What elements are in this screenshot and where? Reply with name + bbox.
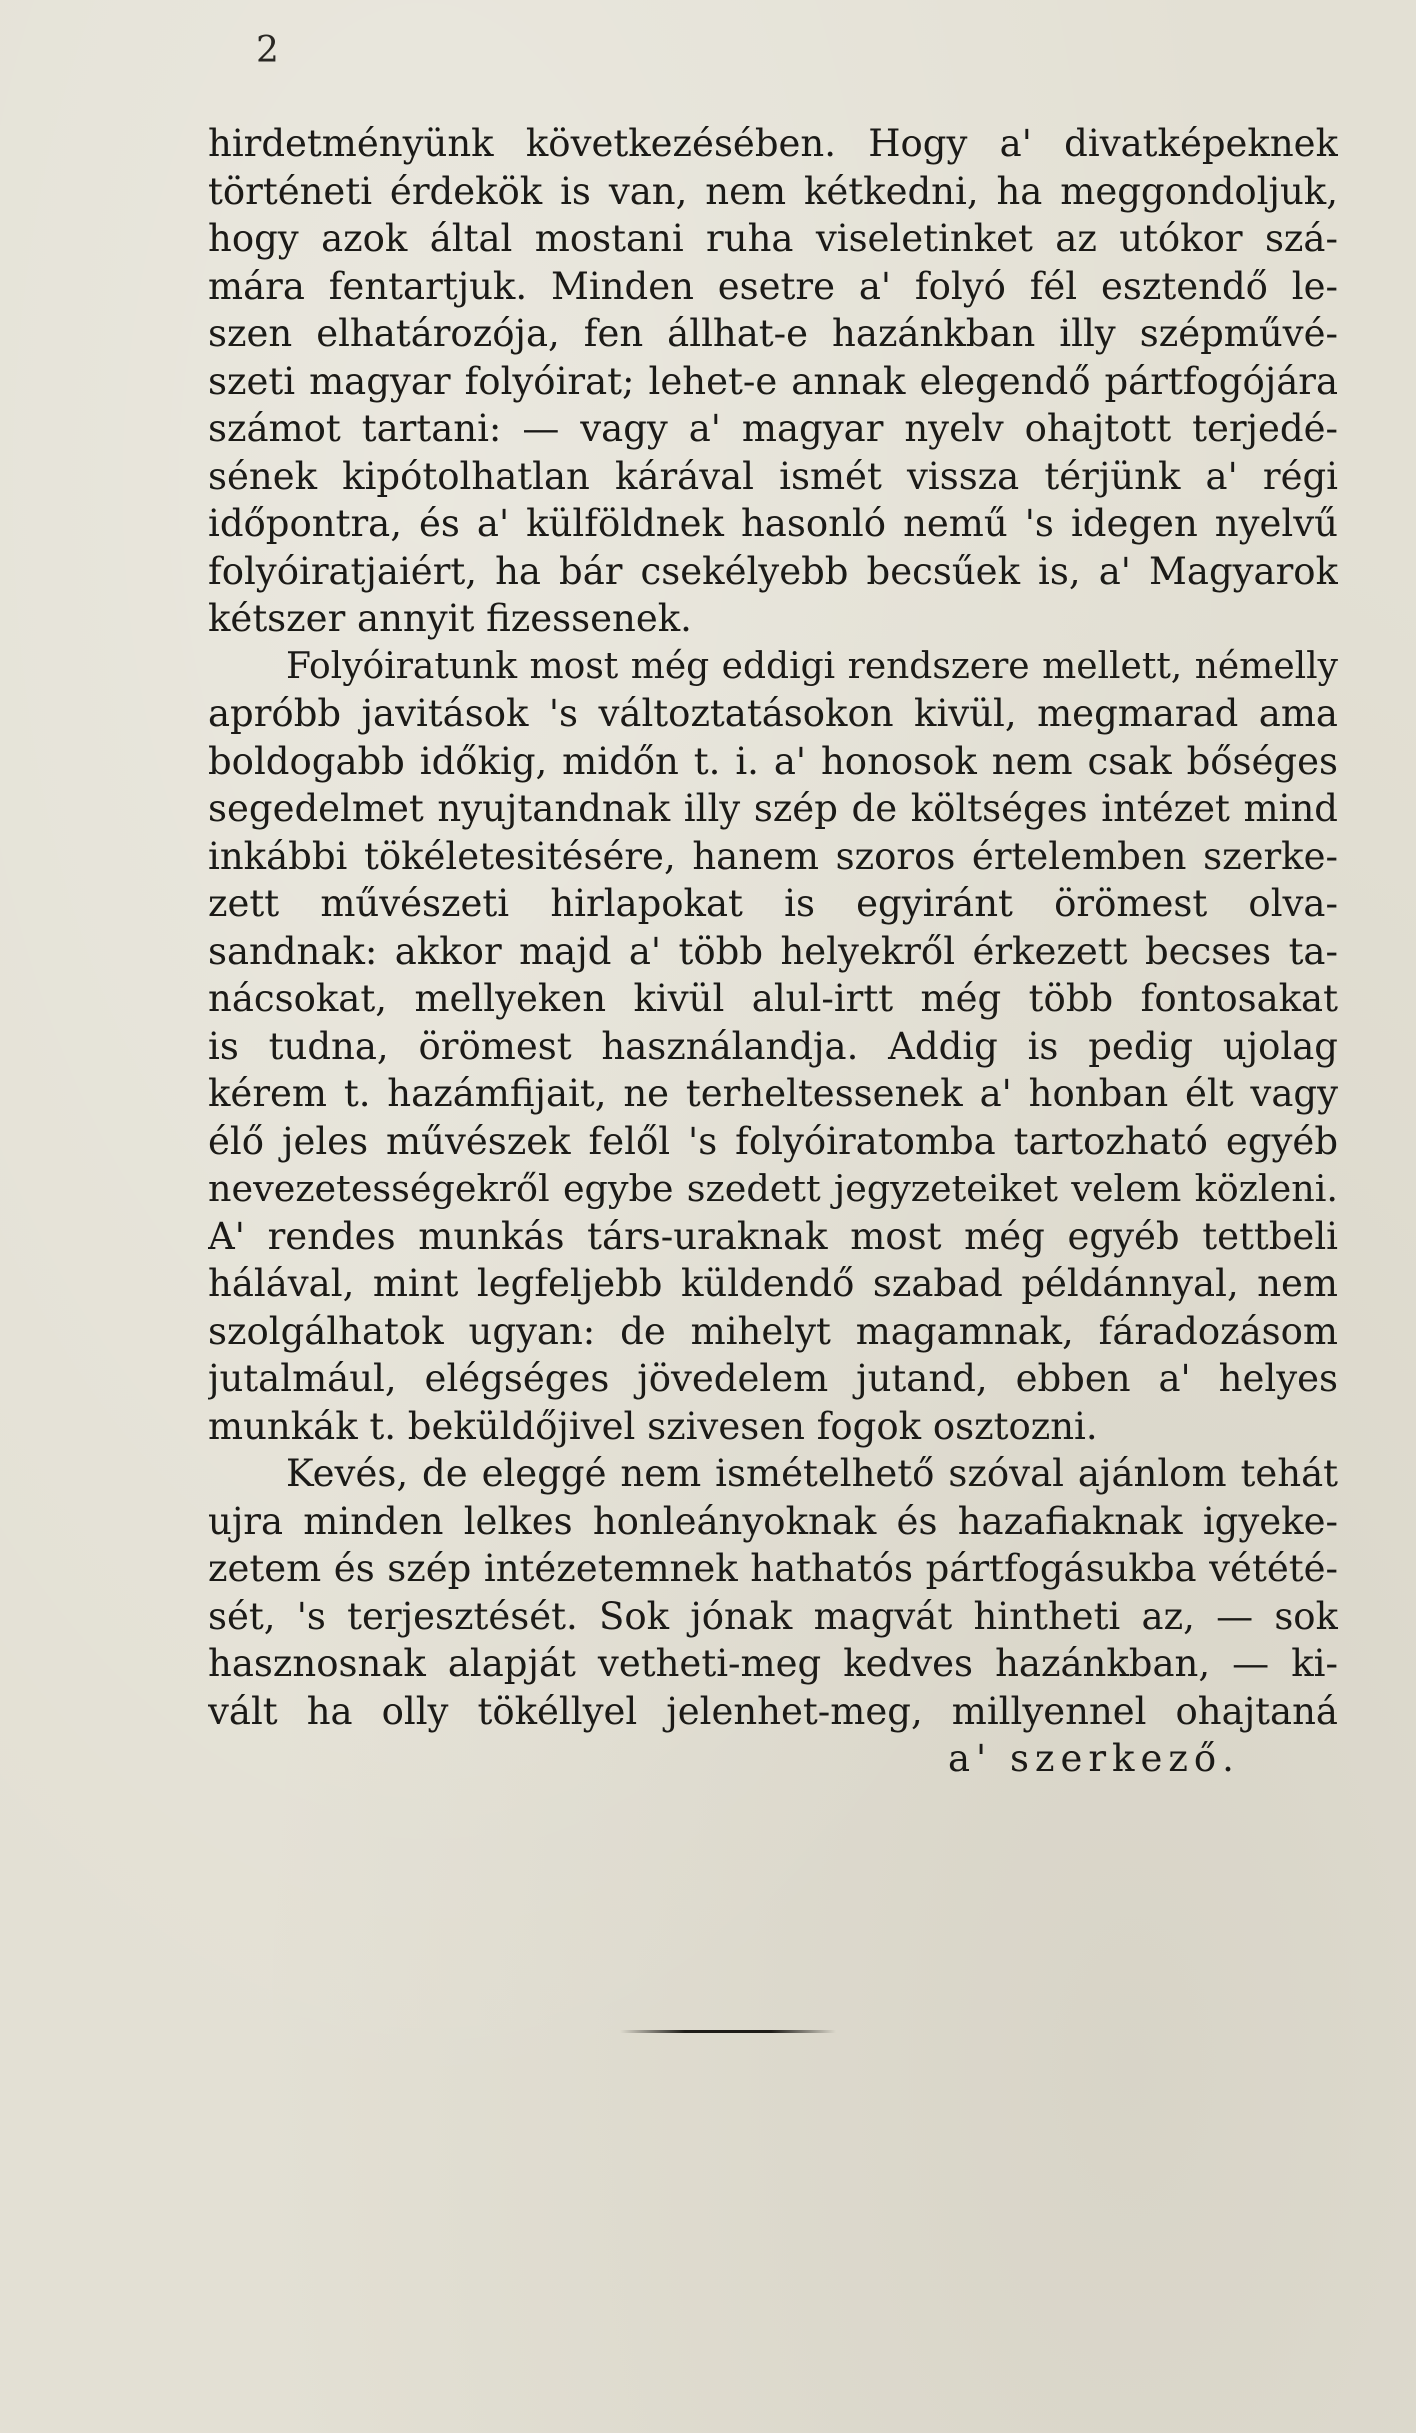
text-line: hálával, mint legfeljebb küldendő szabad példánnyal, nem (208, 1262, 1338, 1305)
text-line: nevezetességekről egybe szedett jegyzeteiket velem közleni. (208, 1167, 1338, 1210)
text-line: sét, 's terjesztését. Sok jónak magvát hintheti az, — sok (208, 1594, 1338, 1638)
paragraph-start-line: Folyóiratunk most még eddigi rendszere mellett, némelly (286, 645, 1338, 687)
text-line: is tudna, örömest használandja. Addig is pedig ujolag (208, 1024, 1338, 1068)
text-line: élő jeles művészek felől 's folyóiratomba tartozható egyéb (208, 1119, 1338, 1163)
text-line: szeti magyar folyóirat; lehet-e annak elegendő pártfogójára (208, 359, 1338, 403)
text-line: nácsokat, mellyeken kivül alul-irtt még több fontosakat (208, 977, 1338, 1020)
text-line: sének kipótolhatlan kárával ismét vissza térjünk a' régi (208, 454, 1338, 498)
text-line: időpontra, és a' külföldnek hasonló nemű 's idegen nyelvű (208, 502, 1338, 545)
ornamental-rule (620, 2030, 836, 2033)
text-line: jutalmául, elégséges jövedelem jutand, ebben a' helyes (208, 1357, 1338, 1400)
text-line: apróbb javitások 's változtatásokon kivül, megmarad ama (208, 692, 1338, 735)
text-line: vált ha olly tökéllyel jelenhet-meg, millyennel ohajtaná (208, 1689, 1338, 1733)
text-line: hogy azok által mostani ruha viseletinket az utókor szá- (208, 217, 1338, 260)
text-line: történeti érdekök is van, nem kétkedni, ha meggondoljuk, (208, 169, 1338, 213)
text-line: szolgálhatok ugyan: de mihelyt magamnak, fáradozásom (208, 1309, 1338, 1353)
text-line: számot tartani: — vagy a' magyar nyelv ohajtott terjedé- (208, 407, 1338, 450)
paragraph-start-line: Kevés, de eleggé nem ismételhető szóval ajánlom tehát (286, 1452, 1338, 1495)
text-line: folyóiratjaiért, ha bár csekélyebb becsűek is, a' Magyarok (208, 549, 1338, 593)
text-line: inkábbi tökéletesitésére, hanem szoros értelemben szerke- (208, 834, 1338, 878)
text-line: ujra minden lelkes honleányoknak és hazafiaknak igyeke- (208, 1499, 1338, 1543)
text-line: A' rendes munkás társ-uraknak most még egyéb tettbeli (208, 1214, 1338, 1258)
text-line: szen elhatározója, fen állhat-e hazánkban illy szépművé- (208, 312, 1338, 355)
body-text (208, 120, 1338, 1783)
text-line: boldogabb időkig, midőn t. i. a' honosok nem csak bőséges (208, 739, 1338, 783)
text-line: zetem és szép intézetemnek hathatós pártfogásukba vétété- (208, 1547, 1338, 1590)
text-line: munkák t. beküldőjivel szivesen fogok osztozni. (208, 1404, 1098, 1448)
text-line: segedelmet nyujtandnak illy szép de költséges intézet mind (208, 787, 1338, 830)
text-line: sandnak: akkor majd a' több helyekről érkezett becses ta- (208, 929, 1338, 973)
text-line-spaced: zett művészeti hirlapokat is egyiránt örömest olva- (208, 882, 1338, 925)
page-number: 2 (256, 30, 280, 71)
text-line: hasznosnak alapját vetheti-meg kedves hazánkban, — ki- (208, 1642, 1338, 1685)
text-line: mára fentartjuk. Minden esetre a' folyó fél esztendő le- (208, 264, 1338, 308)
text-line: hirdetményünk következésében. Hogy a' divatképeknek (208, 122, 1338, 165)
text-line: kérem t. hazámfijait, ne terheltessenek a' honban élt vagy (208, 1072, 1338, 1115)
text-line: kétszer annyit fizessenek. (208, 597, 692, 640)
signature-line: a' szerkező. (948, 1737, 1240, 1780)
